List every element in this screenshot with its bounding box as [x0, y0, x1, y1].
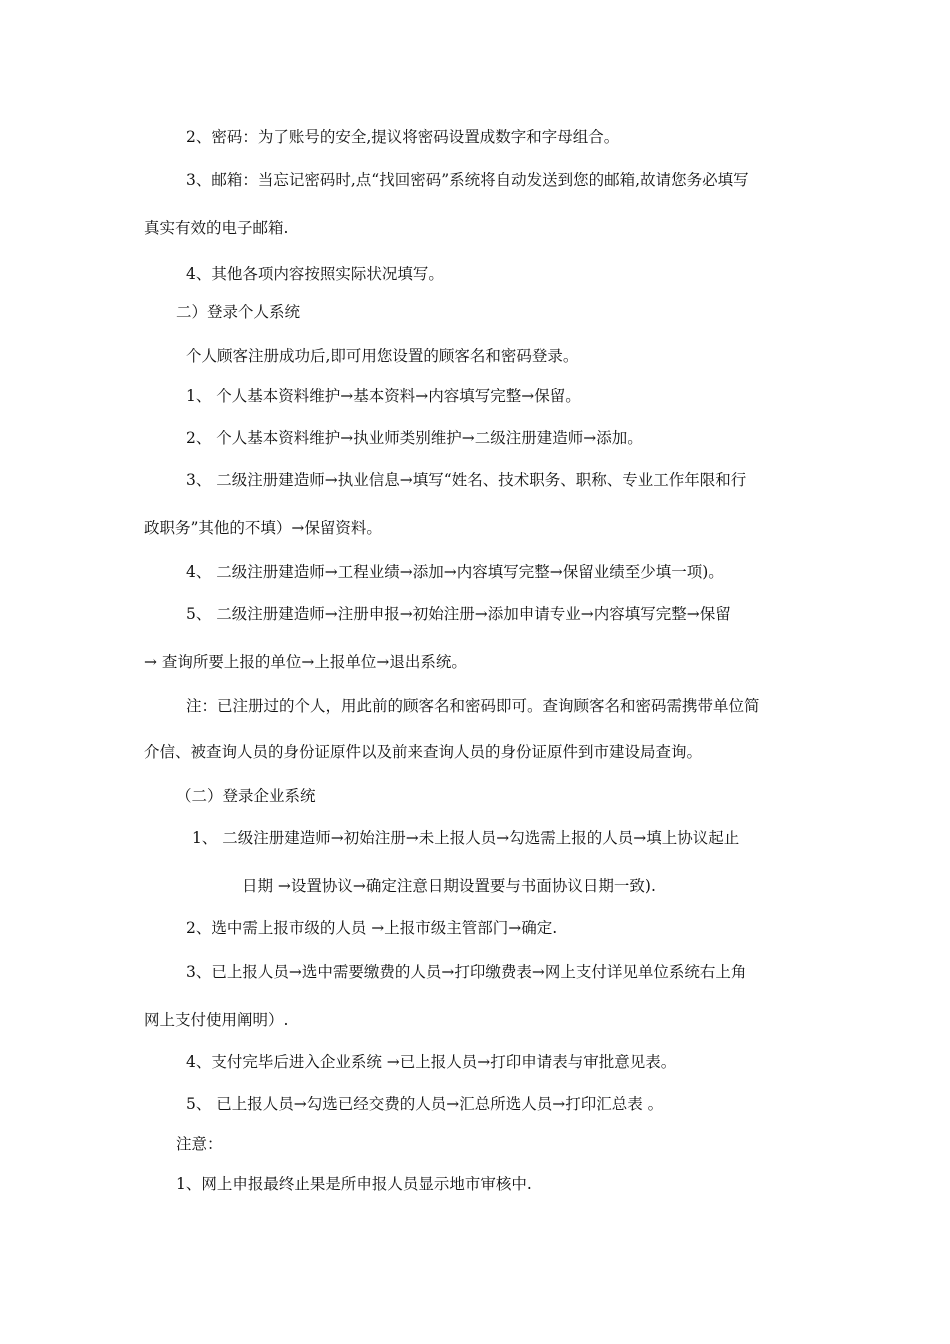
- text-line-13: → 查询所要上报的单位→上报单位→退出系统。: [144, 653, 467, 671]
- text-line-19: 2、选中需上报市级的人员 →上报市级主管部门→确定.: [186, 919, 558, 937]
- text-line-10: 政职务”其他的不填）→保留资料。: [144, 519, 382, 537]
- text-line-3: 真实有效的电子邮箱.: [144, 219, 289, 237]
- text-line-20: 3、已上报人员→选中需要缴费的人员→打印缴费表→网上支付详见单位系统右上角: [186, 963, 747, 981]
- text-line-8: 2、 个人基本资料维护→执业师类别维护→二级注册建造师→添加。: [186, 429, 643, 447]
- text-line-12: 5、 二级注册建造师→注册申报→初始注册→添加申请专业→内容填写完整→保留: [186, 605, 731, 623]
- text-line-9: 3、 二级注册建造师→执业信息→填写“姓名、技术职务、职称、专业工作年限和行: [186, 471, 747, 489]
- text-line-22: 4、支付完毕后进入企业系统 →已上报人员→打印申请表与审批意见表。: [186, 1053, 677, 1071]
- text-line-11: 4、 二级注册建造师→工程业绩→添加→内容填写完整→保留业绩至少填一项)。: [186, 563, 724, 581]
- notice-heading: 注意：: [176, 1135, 223, 1153]
- text-line-6: 个人顾客注册成功后,即可用您设置的顾客名和密码登录。: [186, 347, 579, 365]
- text-line-7: 1、 个人基本资料维护→基本资料→内容填写完整→保留。: [186, 387, 581, 405]
- text-line-2: 3、邮箱：当忘记密码时,点“找回密码”系统将自动发送到您的邮箱,故请您务必填写: [186, 171, 749, 189]
- text-line-1: 2、密码：为了账号的安全,提议将密码设置成数字和字母组合。: [186, 128, 620, 146]
- text-line-17: 1、 二级注册建造师→初始注册→未上报人员→勾选需上报的人员→填上协议起止: [192, 829, 740, 847]
- text-line-14: 注：已注册过的个人，用此前的顾客名和密码即可。查询顾客名和密码需携带单位简: [186, 697, 760, 715]
- text-line-25: 1、网上申报最终止果是所申报人员显示地市审核中.: [176, 1175, 532, 1193]
- section-heading-enterprise: （二）登录企业系统: [176, 787, 316, 805]
- text-line-21: 网上支付使用阐明）.: [144, 1011, 289, 1029]
- text-line-15: 介信、被查询人员的身份证原件以及前来查询人员的身份证原件到市建设局查询。: [144, 743, 703, 761]
- text-line-18: 日期 →设置协议→确定注意日期设置要与书面协议日期一致).: [242, 877, 656, 895]
- text-line-4: 4、其他各项内容按照实际状况填写。: [186, 265, 444, 283]
- section-heading-personal: 二）登录个人系统: [176, 303, 301, 321]
- text-line-23: 5、 已上报人员→勾选已经交费的人员→汇总所选人员→打印汇总表 。: [186, 1095, 664, 1113]
